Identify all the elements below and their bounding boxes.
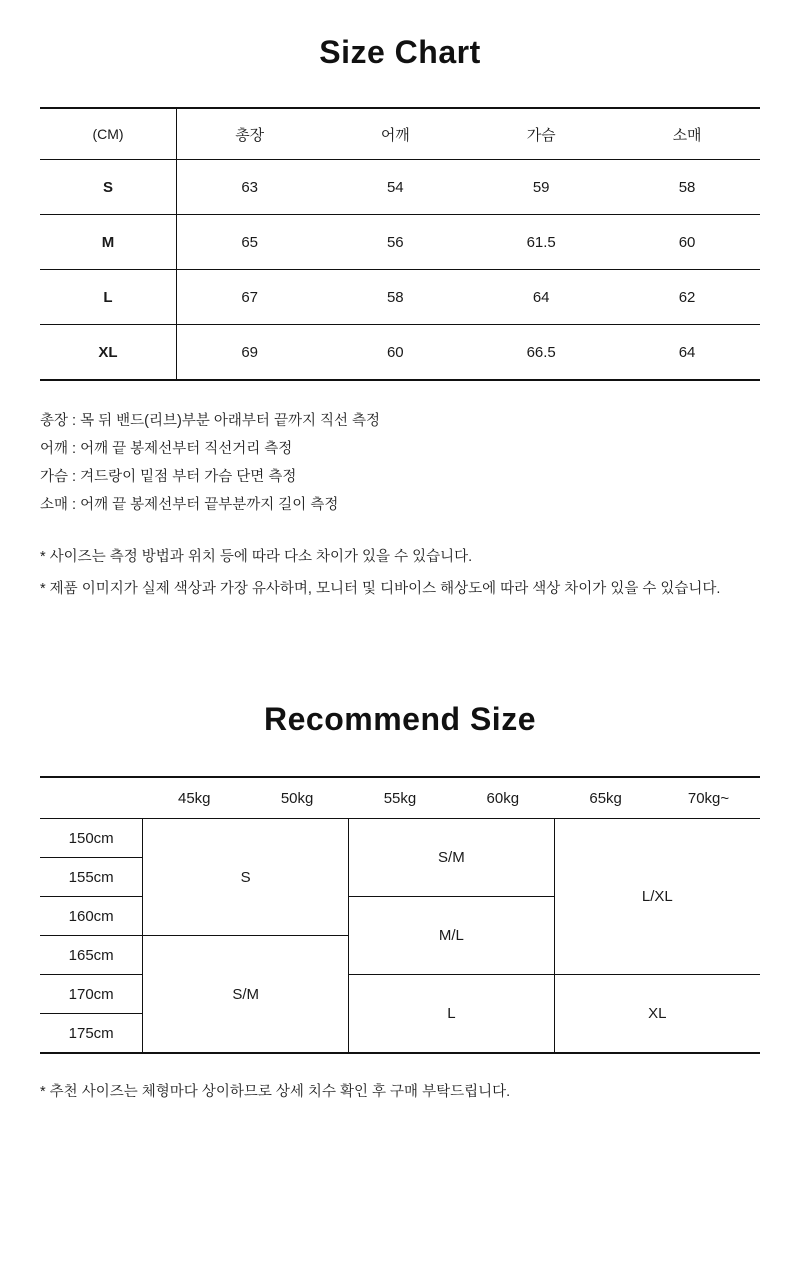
cell-xl-chest: 66.5 [468, 325, 614, 381]
measurement-notes [40, 407, 760, 519]
size-chart-body [40, 160, 760, 381]
cell-m-length: 65 [177, 215, 323, 270]
row-label-xl: XL [40, 325, 177, 381]
disclaimer-color: * 제품 이미지가 실제 색상과 가장 유사하며, 모니터 및 디바이스 해상도에 따라 색상 차이가 있을 수 있습니다. [40, 581, 721, 597]
note-chest: 가슴 : 겨드랑이 밑점 부터 가슴 단면 측정 [40, 469, 297, 485]
cell-m-sleeve: 60 [614, 215, 760, 270]
height-label-175: 175cm [40, 1014, 143, 1054]
row-label-l: L [40, 270, 177, 325]
recommend-head [40, 777, 760, 819]
height-label-170: 170cm [40, 975, 143, 1014]
weight-header-45: 45kg [143, 777, 246, 819]
column-header-length: 총장 [177, 108, 323, 160]
row-label-m: M [40, 215, 177, 270]
cell-size-ml: M/L [349, 897, 555, 975]
cell-l-shoulder: 58 [322, 270, 468, 325]
size-chart-section [40, 71, 760, 381]
recommend-body [40, 819, 760, 1054]
cell-size-s: S [143, 819, 349, 936]
cell-s-chest: 59 [468, 160, 614, 215]
weight-header-70: 70kg~ [657, 777, 760, 819]
cell-l-chest: 64 [468, 270, 614, 325]
note-shoulder: 어깨 : 어깨 끝 봉제선부터 직선거리 측정 [40, 441, 293, 457]
cell-size-xl: XL [554, 975, 760, 1054]
cell-size-l: L [349, 975, 555, 1054]
cell-size-sm-bottom: S/M [143, 936, 349, 1054]
cell-xl-sleeve: 64 [614, 325, 760, 381]
height-label-150: 150cm [40, 819, 143, 858]
note-length: 총장 : 목 뒤 밴드(리브)부분 아래부터 끝까지 직선 측정 [40, 413, 381, 429]
cell-s-length: 63 [177, 160, 323, 215]
column-header-sleeve: 소매 [614, 108, 760, 160]
weight-header-55: 55kg [349, 777, 452, 819]
cell-l-sleeve: 62 [614, 270, 760, 325]
size-chart-title: Size Chart [319, 34, 481, 70]
recommend-size-section [40, 738, 760, 1054]
weight-header-65: 65kg [554, 777, 657, 819]
weight-header-50: 50kg [246, 777, 349, 819]
table-row [40, 215, 760, 270]
cell-s-shoulder: 54 [322, 160, 468, 215]
recommend-size-table [40, 776, 760, 1054]
row-label-s: S [40, 160, 177, 215]
size-chart-disclaimers [40, 541, 760, 605]
cell-m-shoulder: 56 [322, 215, 468, 270]
cell-l-length: 67 [177, 270, 323, 325]
recommend-corner-cell [40, 777, 143, 819]
table-row [40, 819, 760, 858]
cell-m-chest: 61.5 [468, 215, 614, 270]
column-header-shoulder: 어깨 [322, 108, 468, 160]
size-chart-head [40, 108, 760, 160]
table-header-row [40, 777, 760, 819]
size-chart-unit-label: (CM) [40, 108, 177, 160]
height-label-155: 155cm [40, 858, 143, 897]
size-chart-table [40, 107, 760, 381]
table-row [40, 325, 760, 381]
cell-size-lxl: L/XL [554, 819, 760, 975]
weight-header-60: 60kg [451, 777, 554, 819]
height-label-160: 160cm [40, 897, 143, 936]
recommend-footnote: * 추천 사이즈는 체형마다 상이하므로 상세 치수 확인 후 구매 부탁드립니다. [40, 1084, 511, 1100]
disclaimer-measurement: * 사이즈는 측정 방법과 위치 등에 따라 다소 차이가 있을 수 있습니다. [40, 549, 473, 565]
cell-xl-length: 69 [177, 325, 323, 381]
table-row [40, 270, 760, 325]
height-label-165: 165cm [40, 936, 143, 975]
column-header-chest: 가슴 [468, 108, 614, 160]
table-header-row [40, 108, 760, 160]
recommend-size-title: Recommend Size [264, 701, 536, 737]
table-row [40, 160, 760, 215]
cell-xl-shoulder: 60 [322, 325, 468, 381]
cell-s-sleeve: 58 [614, 160, 760, 215]
cell-size-sm-top: S/M [349, 819, 555, 897]
note-sleeve: 소매 : 어깨 끝 봉제선부터 끝부분까지 길이 측정 [40, 497, 339, 513]
